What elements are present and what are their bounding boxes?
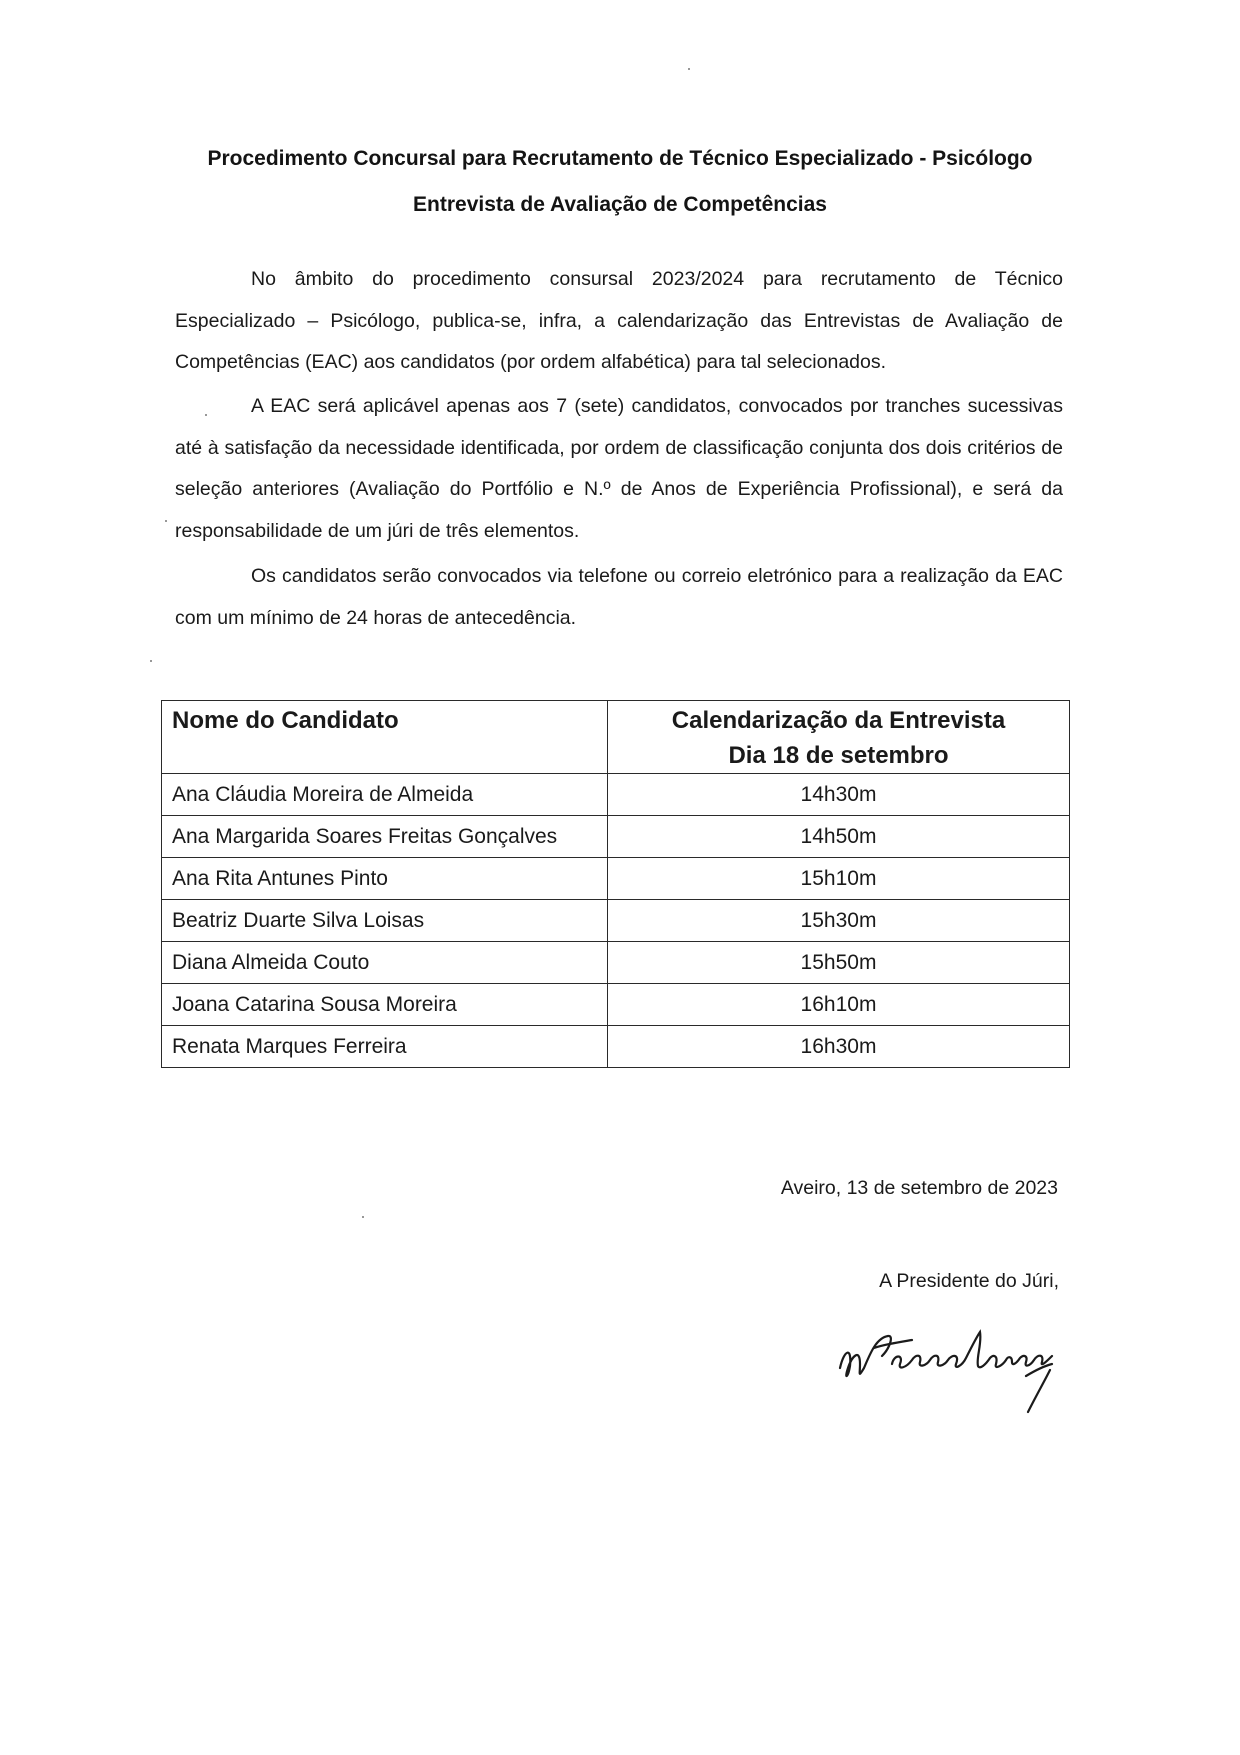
table-row [162,942,1070,984]
table-row [162,1026,1070,1068]
scan-speck [205,414,207,416]
table-row [162,858,1070,900]
interview-schedule-table [161,700,1070,1068]
interview-time: 14h30m [608,774,1070,816]
interview-time: 16h10m [608,984,1070,1026]
paragraph-eac-scope [175,386,1063,552]
interview-time: 16h30m [608,1026,1070,1068]
document-title: Procedimento Concursal para Recrutamento de Técnico Especializado - Psicólogo [207,147,1033,170]
interview-time: 15h10m [608,858,1070,900]
candidate-name: Joana Catarina Sousa Moreira [162,984,608,1026]
candidate-name: Beatriz Duarte Silva Loisas [162,900,608,942]
paragraph-intro-text: No âmbito do procedimento consursal 2023/2024 para recrutamento de Técnico Especializado – Psicólogo, publica-se, infra, a calendarização das Entrevistas de Avaliação de Competências (EAC) aos candidatos (por ordem alfabética) para tal selecionados. [175,268,1063,373]
scan-speck [362,1216,364,1218]
table-row [162,774,1070,816]
table-header-row [162,701,1070,774]
place-and-date: Aveiro, 13 de setembro de 2023 [780,1177,1058,1199]
table-row [162,816,1070,858]
header-candidate-name: Nome do Candidato [162,701,608,774]
header-schedule-title: Calendarização da Entrevista [671,707,1006,734]
candidate-name: Ana Rita Antunes Pinto [162,858,608,900]
interview-time: 14h50m [608,816,1070,858]
scan-speck [150,660,152,662]
header-schedule [608,701,1070,774]
candidate-name: Renata Marques Ferreira [162,1026,608,1068]
candidate-name: Diana Almeida Couto [162,942,608,984]
header-schedule-date: Dia 18 de setembro [728,742,949,769]
interview-time: 15h30m [608,900,1070,942]
candidate-name: Ana Margarida Soares Freitas Gonçalves [162,816,608,858]
scan-speck [688,68,690,70]
paragraph-intro [175,259,1063,384]
table-row [162,900,1070,942]
document-subtitle: Entrevista de Avaliação de Competências [413,193,827,216]
candidate-name: Ana Cláudia Moreira de Almeida [162,774,608,816]
table-row [162,984,1070,1026]
handwritten-signature [830,1308,1070,1418]
signer-title: A Presidente do Júri, [879,1270,1059,1292]
paragraph-convocation-text: Os candidatos serão convocados via telefone ou correio eletrónico para a realização da EAC com um mínimo de 24 horas de antecedência. [175,565,1063,629]
paragraph-convocation [175,556,1063,639]
interview-time: 15h50m [608,942,1070,984]
paragraph-eac-scope-text: A EAC será aplicável apenas aos 7 (sete) candidatos, convocados por tranches sucessivas até à satisfação da necessidade identificada, por ordem de classificação conjunta dos dois critérios de seleção anteriores (Avaliação do Portfólio e N.º de Anos de Experiência Profissional), e será da responsabilidade de um júri de três elementos. [175,395,1063,542]
scan-speck [165,520,167,522]
